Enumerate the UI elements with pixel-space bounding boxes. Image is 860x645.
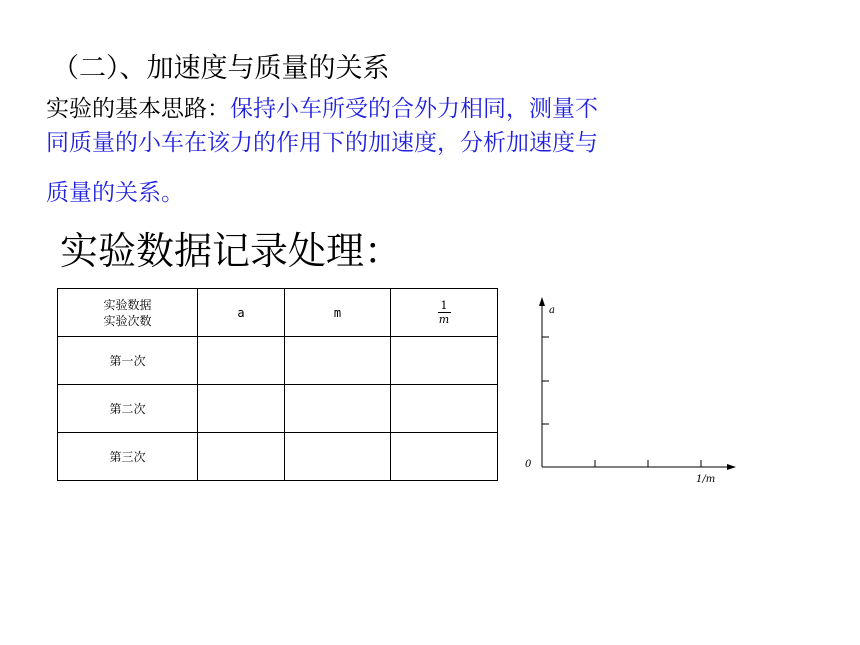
row-label: 第二次: [58, 385, 198, 433]
table-cell-a[interactable]: [198, 385, 285, 433]
table-row: [58, 433, 498, 481]
x-axis-arrow: [727, 464, 736, 470]
header-label-bottom: 实验次数: [103, 313, 152, 328]
table-cell-inverse-m[interactable]: [391, 337, 498, 385]
table-cell-m[interactable]: [285, 433, 391, 481]
table-cell-m[interactable]: [285, 337, 391, 385]
header-col-a: a: [198, 289, 285, 337]
intro-label: 实验的基本思路：: [46, 96, 230, 122]
row-label: 第一次: [58, 337, 198, 385]
blank-axes-graph: [518, 293, 748, 493]
intro-text-3: 质量的关系。: [46, 180, 184, 206]
fraction-denominator: m: [438, 313, 450, 326]
table-cell-inverse-m[interactable]: [391, 433, 498, 481]
section-title: （二）、加速度与质量的关系: [52, 53, 390, 84]
intro-line-1: [46, 92, 766, 126]
inverse-m-fraction: [438, 299, 451, 326]
x-axis-label: 1/m: [696, 474, 716, 485]
intro-paragraph: [46, 92, 766, 210]
intro-text-1: 保持小车所受的合外力相同，测量不: [230, 96, 598, 122]
table-cell-inverse-m[interactable]: [391, 385, 498, 433]
origin-label: 0: [525, 459, 532, 470]
table-header-row: [58, 289, 498, 337]
header-corner-cell: [58, 289, 198, 337]
header-col-m: m: [285, 289, 391, 337]
table-row: [58, 337, 498, 385]
intro-text-2: 同质量的小车在该力的作用下的加速度，分析加速度与: [46, 130, 598, 156]
header-label-top: 实验数据: [103, 297, 152, 312]
fraction-numerator: 1: [438, 299, 451, 313]
data-table: [57, 288, 498, 481]
row-label: 第三次: [58, 433, 198, 481]
table-cell-a[interactable]: [198, 433, 285, 481]
data-recording-heading: 实验数据记录处理：: [60, 229, 403, 273]
y-axis-arrow: [539, 297, 545, 306]
header-col-inverse-m: [391, 289, 498, 337]
table-row: [58, 385, 498, 433]
y-axis-label: a: [549, 305, 555, 316]
table-cell-a[interactable]: [198, 337, 285, 385]
table-cell-m[interactable]: [285, 385, 391, 433]
